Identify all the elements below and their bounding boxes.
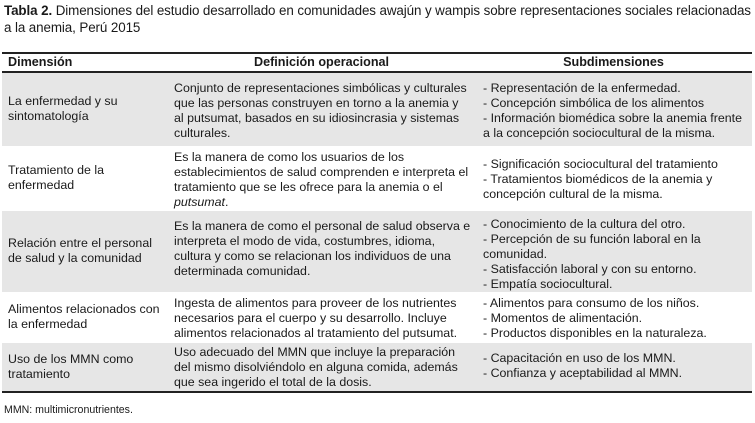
row-subdimensions [475, 292, 752, 342]
row-definition: Uso adecuado del MMN que incluye la preparación del mismo disolviéndolo en alguna comida, además que sea ingerido el total de la dosis. [168, 342, 475, 392]
row-dimension: Uso de los MMN como tratamiento [2, 342, 168, 392]
subdimension-item: - Representación de la enfermedad. [483, 81, 681, 95]
row-definition: Conjunto de representaciones simbólicas y culturales que las personas construyen en torno a la anemia y al putsumat, basados en su idiosincrasia y sistemas culturales. [168, 72, 475, 146]
table-footnote: MMN: multimicronutrientes. [4, 404, 133, 416]
table-row [2, 210, 752, 292]
row-dimension: La enfermedad y su sintomatología [2, 72, 168, 146]
definition-italic: putsumat [174, 194, 225, 209]
caption-label: Tabla 2. [4, 3, 53, 18]
subdimension-item: - Momentos de alimentación. [483, 310, 643, 325]
header-subdimensions: Subdimensiones [475, 53, 752, 72]
header-dimension: Dimensión [2, 53, 168, 72]
header-definition: Definición operacional [168, 53, 475, 72]
row-dimension: Tratamiento de la enfermedad [2, 146, 168, 210]
row-subdimensions [475, 342, 752, 392]
row-subdimensions [475, 146, 752, 210]
subdimension-item: - Confianza y aceptabilidad al MMN. [483, 365, 683, 380]
row-definition [168, 146, 475, 210]
subdimension-item: - Alimentos para consumo de los niños. [483, 295, 700, 310]
subdimension-item: - Conocimiento de la cultura del otro. [483, 216, 686, 231]
table-row [2, 146, 752, 210]
subdimension-item: - Satisfacción laboral y con su entorno. [483, 261, 697, 276]
row-subdimensions [475, 72, 752, 146]
row-definition: Es la manera de como el personal de salud observa e interpreta el modo de vida, costumbres, idioma, cultura y como se relacionan los individuos de una determinada comunidad. [168, 210, 475, 292]
table-row [2, 72, 752, 146]
dimensions-table [2, 52, 752, 393]
definition-end: . [224, 194, 229, 209]
caption-text: Dimensiones del estudio desarrollado en comunidades awajún y wampis sobre representaciones sociales relacionadas a la anemia, Perú 2015 [4, 3, 751, 35]
row-subdimensions [475, 210, 752, 292]
table-row [2, 342, 752, 392]
subdimension-item: - Tratamientos biomédicos de la anemia y concepción cultural de la misma. [483, 171, 713, 201]
subdimension-item: - Capacitación en uso de los MMN. [483, 350, 676, 365]
subdimension-item: - Significación sociocultural del tratamiento [483, 156, 718, 171]
table-header-row [2, 53, 752, 72]
subdimension-item: - Información biomédica sobre la anemia frente a la concepción sociocultural de la misma. [483, 111, 742, 140]
subdimension-item: - Concepción simbólica de los alimentos [483, 96, 705, 110]
row-dimension: Alimentos relacionados con la enfermedad [2, 292, 168, 342]
table-row [2, 292, 752, 342]
subdimension-item: - Productos disponibles en la naturaleza. [483, 325, 707, 340]
table-caption [4, 2, 752, 36]
row-dimension: Relación entre el personal de salud y la comunidad [2, 210, 168, 292]
subdimension-item: - Percepción de su función laboral en la comunidad. [483, 231, 701, 261]
subdimension-item: - Empatía sociocultural. [483, 276, 613, 291]
definition-text: Es la manera de como los usuarios de los establecimientos de salud comprenden e interpreta el tratamiento que se les ofrece para la anemia o el [174, 149, 469, 194]
row-definition: Ingesta de alimentos para proveer de los nutrientes necesarios para el cuerpo y su desarrollo. Incluye alimentos relacionados al tratamiento del putsumat. [168, 292, 475, 342]
